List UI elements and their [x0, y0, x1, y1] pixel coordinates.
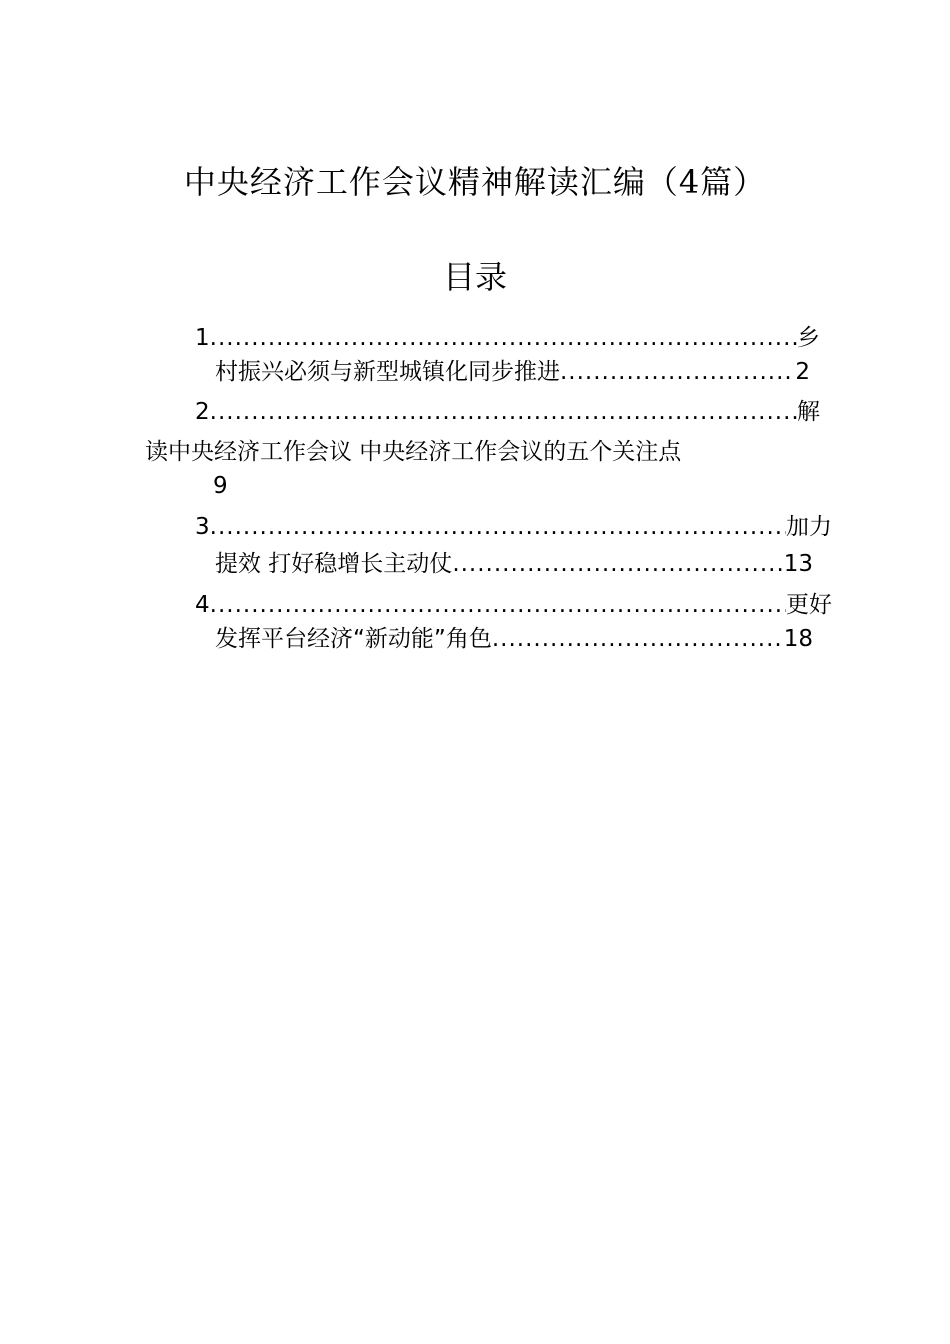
toc-entry-2-line-3[interactable]: [213, 470, 273, 502]
toc-entry-title-rest: 提效 打好稳增长主动仗: [215, 551, 453, 577]
toc-entry-number: 1: [195, 325, 210, 351]
toc-entry-4-line-2[interactable]: [215, 623, 813, 655]
toc-entry-title-start: 解: [797, 399, 820, 425]
toc-entry-2-line-2[interactable]: [145, 436, 825, 468]
toc-entry-page-number: 2: [795, 359, 810, 385]
toc-heading: 目录: [442, 258, 507, 296]
toc-entry-title-rest: 村振兴必须与新型城镇化同步推进: [215, 359, 560, 385]
toc-entry-3-line-1[interactable]: [195, 511, 832, 543]
toc-leader-dots: [492, 623, 784, 655]
toc-leader-dots: [560, 356, 795, 388]
toc-entry-1-line-1[interactable]: [195, 322, 820, 354]
toc-leader-dots: [210, 322, 797, 354]
toc-entry-page-number: 18: [783, 626, 813, 652]
toc-entry-title-rest: 读中央经济工作会议 中央经济工作会议的五个关注点: [145, 439, 682, 465]
toc-entry-1-line-2[interactable]: [215, 356, 810, 388]
toc-entry-number: 3: [195, 514, 210, 540]
toc-entry-number: 4: [195, 592, 210, 618]
toc-entry-page-number: 9: [213, 473, 228, 499]
toc-leader-dots: [210, 396, 797, 428]
toc-entry-title-start: 加力: [786, 514, 832, 540]
toc-entry-4-line-1[interactable]: [195, 589, 832, 621]
toc-entry-title-rest: 发挥平台经济“新动能”角色: [215, 626, 492, 652]
toc-entry-2-line-1[interactable]: [195, 396, 820, 428]
toc-entry-3-line-2[interactable]: [215, 548, 813, 580]
toc-leader-dots: [452, 548, 783, 580]
toc-entry-page-number: 13: [783, 551, 813, 577]
toc-entry-title-start: 更好: [786, 592, 832, 618]
toc-leader-dots: [210, 589, 786, 621]
toc-entry-title-start: 乡: [797, 325, 820, 351]
document-title: 中央经济工作会议精神解读汇编（4篇）: [183, 163, 767, 201]
toc-entry-number: 2: [195, 399, 210, 425]
toc-leader-dots: [210, 511, 786, 543]
